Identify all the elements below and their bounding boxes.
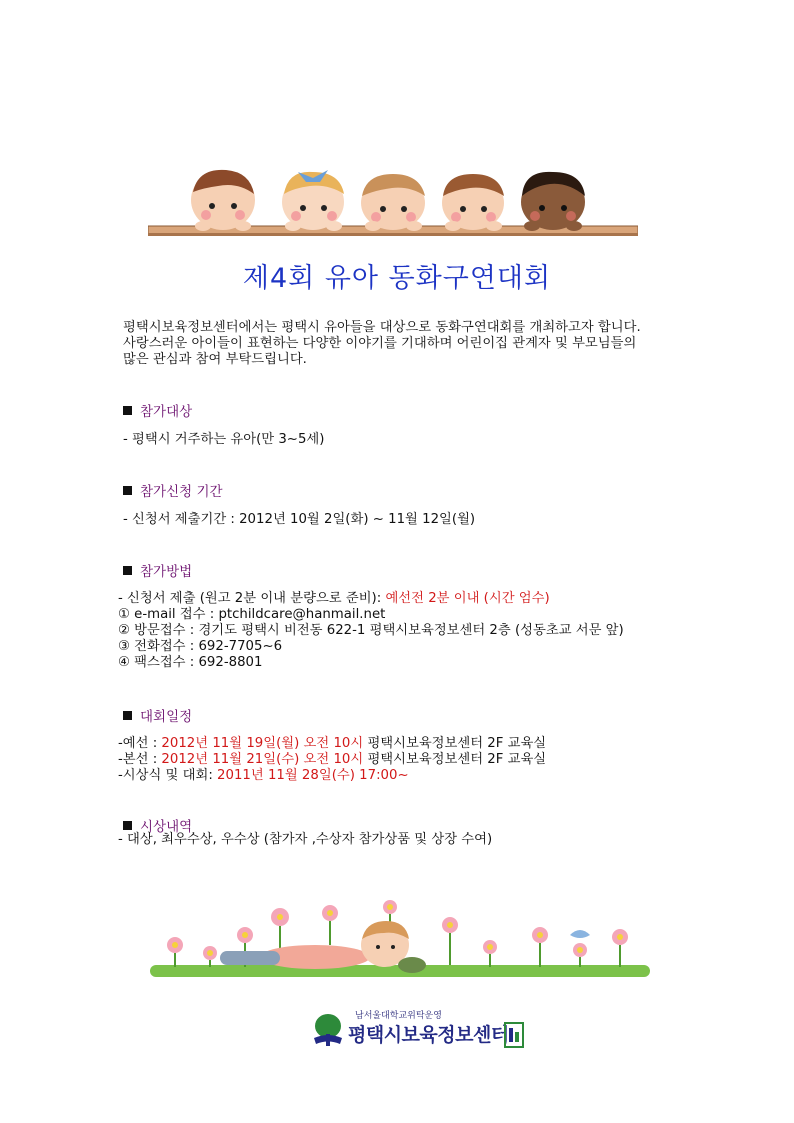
schedule-date: 2012년 11월 19일(월) 오전 10시 (161, 736, 364, 751)
awards-line: - 대상, 최우수상, 우수상 (참가자 ,수상자 참가상품 및 상장 수여) (118, 832, 493, 847)
method-highlight: 예선전 2분 이내 (시간 엄수) (385, 591, 550, 606)
method-item-email: ① e-mail 접수 : ptchildcare@hanmail.net (118, 607, 386, 622)
schedule-row (118, 768, 546, 784)
intro-paragraph (123, 320, 641, 368)
section-heading-period (123, 480, 223, 500)
schedule-place: 평택시보육정보센터 2F 교육실 (363, 752, 547, 767)
heading-label: 참가방법 (140, 564, 193, 580)
method-line (118, 591, 624, 607)
logo-subtitle: 남서울대학교위탁운영 (355, 1011, 442, 1021)
baby-lying-in-flowers-illustration (150, 895, 650, 985)
babies-on-shelf-illustration (148, 160, 638, 240)
schedule-row (118, 736, 546, 752)
page-title: 제4회 유아 동화구연대회 (242, 263, 552, 294)
intro-line: 많은 관심과 참여 부탁드립니다. (123, 352, 307, 367)
method-item-fax: ④ 팩스접수 : 692-8801 (118, 655, 263, 670)
square-bullet-icon (123, 406, 132, 415)
heading-label: 시상내역 (140, 819, 193, 835)
section-heading-target (123, 400, 192, 420)
heading-label: 참가대상 (140, 404, 193, 420)
heading-label: 대회일정 (140, 709, 193, 725)
method-line-text: - 신청서 제출 (원고 2분 이내 분량으로 준비): (118, 591, 386, 606)
schedule-block (118, 736, 546, 784)
schedule-date: 2011년 11월 28일(수) 17:00~ (217, 768, 409, 783)
method-block (118, 591, 624, 671)
intro-line: 평택시보육정보센터에서는 평택시 유아들을 대상으로 동화구연대회를 개최하고자 합니다. (123, 320, 641, 335)
square-bullet-icon (123, 711, 132, 720)
schedule-label: -시상식 및 대회: (118, 768, 218, 783)
section-heading-method (123, 560, 192, 580)
schedule-date: 2012년 11월 21일(수) 오전 10시 (161, 752, 364, 767)
heading-label: 참가신청 기간 (140, 484, 223, 500)
method-item-phone: ③ 전화접수 : 692-7705~6 (118, 639, 283, 654)
period-line: - 신청서 제출기간 : 2012년 10월 2일(화) ~ 11월 12일(월) (123, 512, 476, 527)
square-bullet-icon (123, 821, 132, 830)
method-item-visit: ② 방문접수 : 경기도 평택시 비전동 622-1 평택시보육정보센터 2층 (성동초교 서문 앞) (118, 623, 624, 638)
schedule-label: -예선 : (118, 736, 162, 751)
section-heading-schedule (123, 705, 192, 725)
center-logo (310, 1008, 525, 1054)
intro-line: 사랑스러운 아이들이 표현하는 다양한 이야기를 기대하며 어린이집 관계자 및 부모님들의 (123, 336, 637, 351)
square-bullet-icon (123, 486, 132, 495)
schedule-label: -본선 : (118, 752, 162, 767)
square-bullet-icon (123, 566, 132, 575)
schedule-place: 평택시보육정보센터 2F 교육실 (363, 736, 547, 751)
target-line: - 평택시 거주하는 유아(만 3~5세) (123, 432, 325, 447)
center-logo-icon (310, 1012, 346, 1050)
su-emblem-icon (504, 1022, 524, 1048)
logo-name: 평택시보육정보센터 (348, 1024, 509, 1046)
schedule-row (118, 752, 546, 768)
